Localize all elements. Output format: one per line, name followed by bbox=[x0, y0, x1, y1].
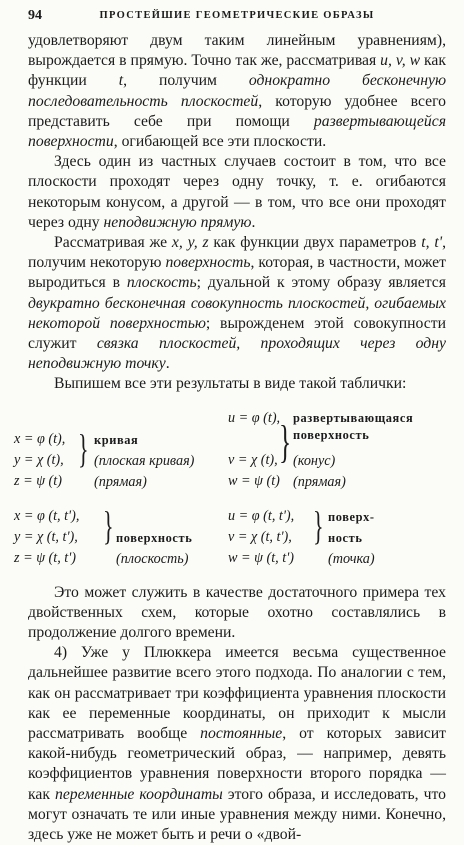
text-run: Выпишем все эти результаты в виде такой таблички: bbox=[54, 375, 407, 393]
formula-x-tt: x = φ (t, t'), bbox=[14, 507, 80, 524]
text-run: ; дуальной к этому образу является bbox=[196, 274, 446, 292]
paragraph-2 bbox=[28, 152, 446, 233]
text-run: этого образа, и исследовать, что могут означать те или иные уравнения между ними. Конечно, здесь уже не может быть и речи о «двой- bbox=[28, 785, 446, 844]
text-run: Это может служить в качестве достаточного примера тех двойственных схем, которые охотно составлялись в продолжение долгого времени. bbox=[28, 583, 446, 642]
text-run: Здесь один из частных случаев состоит в том, что все плоскости проходят через одну точку, т. е. огибаются некоторым конусом, а другой — в том, что все они проходят через одну bbox=[28, 153, 446, 231]
page-header bbox=[28, 8, 446, 28]
italic-text: постоянные bbox=[200, 725, 283, 743]
text-run: , получим bbox=[123, 72, 249, 90]
text-run: . bbox=[165, 355, 170, 373]
italic-text: неподвижную прямую bbox=[103, 213, 252, 231]
label-line-2: (прямая) bbox=[293, 473, 346, 490]
italic-text: переменные координаты bbox=[55, 785, 223, 803]
paragraph-5 bbox=[28, 583, 446, 644]
formula-z-t: z = ψ (t) bbox=[14, 472, 62, 489]
italic-text: двукратно бесконечная совокупность плоскостей, огибаемых некоторой поверхностью bbox=[28, 294, 446, 332]
text-run: , которую удобнее всего представить себе при помощи bbox=[28, 92, 446, 130]
label-surf-hyphen: поверх- bbox=[328, 509, 375, 524]
italic-text: однократно бесконечную последовательность плоскостей bbox=[28, 72, 447, 110]
italic-text: плоскость bbox=[126, 274, 197, 292]
formula-table bbox=[14, 399, 446, 577]
formula-w-t: w = ψ (t) bbox=[228, 472, 280, 489]
text-run: как функции bbox=[28, 52, 446, 90]
formula-y-t: y = χ (t), bbox=[14, 451, 64, 468]
label-cone: (конус) bbox=[293, 452, 336, 469]
label-plane-curve: (плоская кривая) bbox=[94, 452, 195, 469]
text-run: удовлетворяют двум таким линейным уравнениям), вырождается в прямую. Точно так же, рассматривая bbox=[28, 32, 446, 70]
text-run: , огибающей все эти плоскости. bbox=[113, 133, 327, 151]
paragraph-6 bbox=[28, 643, 446, 845]
text-run: ; вырожденем этой совокупности служит bbox=[28, 314, 446, 353]
paragraph-3 bbox=[28, 233, 446, 374]
text-run: как функции двух параметров bbox=[208, 234, 422, 252]
label-surface-2: поверхность bbox=[116, 530, 193, 545]
label-point: (точка) bbox=[328, 550, 375, 567]
label-line-1: (прямая) bbox=[94, 473, 147, 490]
label-surf-end: ность bbox=[328, 530, 363, 545]
italic-text: t, t' bbox=[421, 234, 443, 252]
text-run: . bbox=[251, 213, 256, 231]
paragraph-1 bbox=[28, 31, 446, 152]
text-run: 4) Уже у Плюккера имеется весьма существенное дальнейшее развитие всего этого подхода. По аналогии с тем, как он рассматривает три коэффициента уравнения плоскости как ее переменные координаты, он приходит к мысли рассматривать вообще bbox=[28, 644, 446, 743]
italic-text: u, v, w bbox=[380, 52, 421, 70]
formula-z-tt: z = ψ (t, t') bbox=[14, 549, 77, 566]
label-plane: (плоскость) bbox=[116, 550, 189, 567]
label-curve: кривая bbox=[94, 432, 139, 447]
formula-u-tt: u = φ (t, t'), bbox=[228, 507, 295, 524]
italic-text: x, y, z bbox=[171, 234, 209, 252]
text-run: Рассматривая же bbox=[54, 234, 172, 252]
page-body bbox=[14, 31, 447, 845]
text-run: , от которых зависит какой-нибудь геометрический образ, — например, девять коэффициентов уравнения поверхности второго порядка — как bbox=[28, 725, 446, 803]
brace-4: } bbox=[313, 502, 324, 548]
paragraph-4 bbox=[28, 374, 446, 394]
brace-3: } bbox=[103, 502, 114, 548]
formula-v-t: v = χ (t), bbox=[228, 451, 278, 468]
italic-text: поверхность bbox=[165, 254, 251, 272]
brace-2: } bbox=[279, 415, 292, 467]
formula-u-t: u = φ (t), bbox=[228, 409, 281, 426]
formula-v-tt: v = χ (t, t'), bbox=[228, 528, 292, 545]
running-title: ПРОСТЕЙШИЕ ГЕОМЕТРИЧЕСКИЕ ОБРАЗЫ bbox=[99, 10, 375, 21]
formula-w-tt: w = ψ (t, t') bbox=[228, 549, 294, 566]
formula-x-t: x = φ (t), bbox=[14, 430, 66, 447]
italic-text: связка плоскостей, проходящих через одну неподвижную точку bbox=[28, 335, 446, 373]
label-surface-1: поверхность bbox=[293, 427, 370, 442]
page-number: 94 bbox=[28, 8, 42, 23]
italic-text: t bbox=[118, 72, 124, 90]
italic-text: развертывающейся поверхности bbox=[28, 112, 446, 151]
label-developable: развертывающаяся bbox=[293, 410, 414, 425]
text-run: , которая, в частности, может выродиться в bbox=[28, 254, 446, 292]
brace-1: } bbox=[78, 425, 89, 471]
text-run: , получим некоторую bbox=[28, 234, 446, 272]
formula-y-tt: y = χ (t, t'), bbox=[14, 528, 78, 545]
